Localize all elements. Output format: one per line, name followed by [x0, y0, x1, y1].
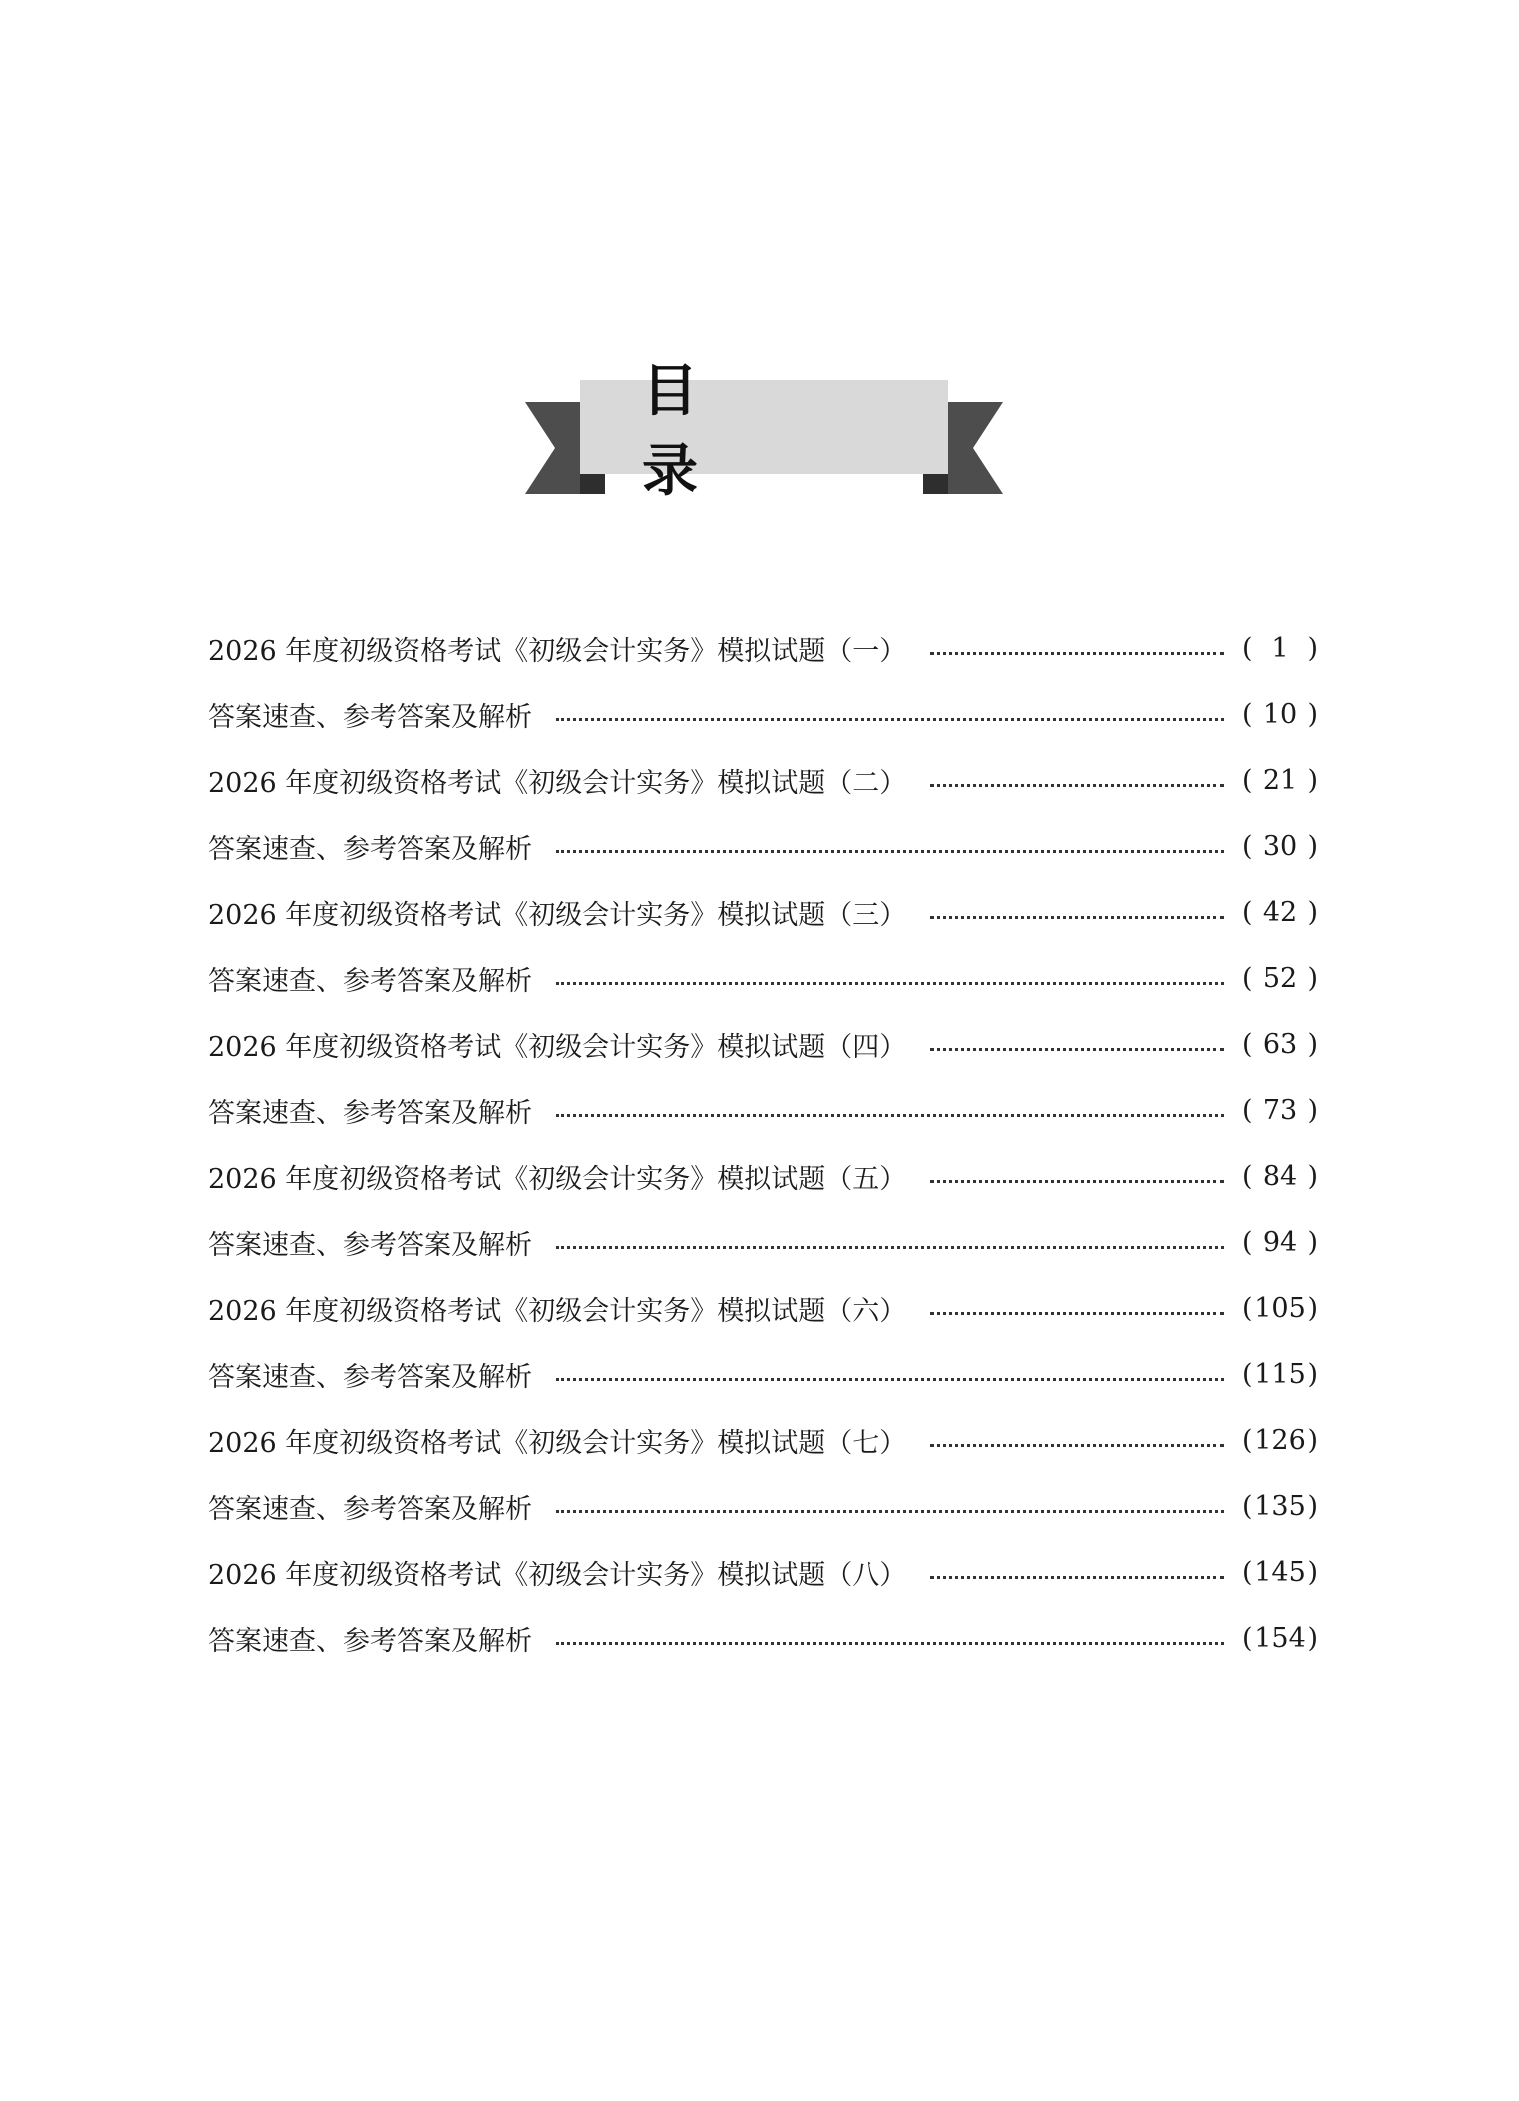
dot-leader — [556, 1378, 1224, 1381]
toc-entry[interactable] — [208, 1407, 1318, 1473]
toc-entry[interactable] — [208, 1011, 1318, 1077]
toc-entry[interactable] — [208, 945, 1318, 1011]
page-open-paren: ( — [1242, 1292, 1253, 1324]
toc-entry-title: 答案速查、参考答案及解析 — [208, 965, 532, 997]
toc-entry[interactable] — [208, 1077, 1318, 1143]
page-number: 30 — [1262, 830, 1298, 862]
toc-entry[interactable] — [208, 1209, 1318, 1275]
toc-entry[interactable] — [208, 615, 1318, 681]
page-close-paren: ) — [1307, 1028, 1318, 1060]
page-number: 84 — [1262, 1160, 1298, 1192]
page-close-paren: ) — [1307, 1490, 1318, 1522]
page-close-paren: ) — [1307, 698, 1318, 730]
toc-entry-page — [1242, 1161, 1318, 1192]
page-close-paren: ) — [1307, 1622, 1318, 1654]
toc-entry-title: 答案速查、参考答案及解析 — [208, 1493, 532, 1525]
page-number: 63 — [1262, 1028, 1298, 1060]
toc-entry-page — [1242, 831, 1318, 862]
toc-entry-title: 2026 年度初级资格考试《初级会计实务》模拟试题（四） — [208, 1031, 907, 1063]
page-open-paren: ( — [1242, 1556, 1253, 1588]
dot-leader — [930, 1180, 1224, 1183]
toc-entry-page — [1242, 1227, 1318, 1258]
page-close-paren: ) — [1307, 830, 1318, 862]
toc-entry-page — [1242, 1425, 1318, 1456]
page-open-paren: ( — [1242, 698, 1253, 730]
page-close-paren: ) — [1307, 896, 1318, 928]
page-number: 135 — [1254, 1490, 1306, 1522]
page-number: 145 — [1254, 1556, 1306, 1588]
page-close-paren: ) — [1307, 632, 1318, 664]
toc-entry-page — [1242, 1623, 1318, 1654]
page-close-paren: ) — [1307, 1160, 1318, 1192]
dot-leader — [930, 652, 1224, 655]
dot-leader — [930, 1444, 1224, 1447]
toc-entry-title: 答案速查、参考答案及解析 — [208, 833, 532, 865]
page-open-paren: ( — [1242, 1490, 1253, 1522]
toc-entry-page — [1242, 633, 1318, 664]
page-number: 94 — [1262, 1226, 1298, 1258]
page-open-paren: ( — [1242, 962, 1253, 994]
left-ribbon-tail — [525, 402, 585, 494]
toc-entry-page — [1242, 897, 1318, 928]
page-open-paren: ( — [1242, 1622, 1253, 1654]
toc-entry[interactable] — [208, 1539, 1318, 1605]
page-open-paren: ( — [1242, 1358, 1253, 1390]
page-open-paren: ( — [1242, 1094, 1253, 1126]
toc-entry[interactable] — [208, 813, 1318, 879]
page-number: 21 — [1262, 764, 1298, 796]
page-number: 73 — [1262, 1094, 1298, 1126]
toc-entry-title: 2026 年度初级资格考试《初级会计实务》模拟试题（五） — [208, 1163, 907, 1195]
toc-entry-page — [1242, 1293, 1318, 1324]
page-open-paren: ( — [1242, 1424, 1253, 1456]
page-number: 115 — [1254, 1358, 1306, 1390]
right-ribbon-tail — [943, 402, 1003, 494]
page-close-paren: ) — [1307, 962, 1318, 994]
page-close-paren: ) — [1307, 1226, 1318, 1258]
left-fold — [580, 474, 605, 494]
dot-leader — [930, 1576, 1224, 1579]
toc-entry[interactable] — [208, 1473, 1318, 1539]
page-open-paren: ( — [1242, 1028, 1253, 1060]
dot-leader — [556, 982, 1224, 985]
page-number: 1 — [1271, 632, 1289, 664]
page-number: 105 — [1254, 1292, 1306, 1324]
toc-entry-title: 2026 年度初级资格考试《初级会计实务》模拟试题（二） — [208, 767, 907, 799]
page-number: 154 — [1254, 1622, 1306, 1654]
page-number: 52 — [1262, 962, 1298, 994]
toc-entry-title: 2026 年度初级资格考试《初级会计实务》模拟试题（六） — [208, 1295, 907, 1327]
toc-entry-title: 答案速查、参考答案及解析 — [208, 1097, 532, 1129]
page-close-paren: ) — [1307, 1292, 1318, 1324]
page-title: 目 录 — [642, 358, 760, 504]
page-open-paren: ( — [1242, 830, 1253, 862]
dot-leader — [556, 850, 1224, 853]
dot-leader — [556, 718, 1224, 721]
dot-leader — [930, 784, 1224, 787]
page-open-paren: ( — [1242, 896, 1253, 928]
toc-entry[interactable] — [208, 879, 1318, 945]
toc-entry-page — [1242, 1491, 1318, 1522]
table-of-contents — [208, 615, 1318, 1671]
toc-entry-title: 答案速查、参考答案及解析 — [208, 1625, 532, 1657]
page-open-paren: ( — [1242, 1160, 1253, 1192]
dot-leader — [556, 1114, 1224, 1117]
toc-entry-page — [1242, 1095, 1318, 1126]
toc-entry[interactable] — [208, 1605, 1318, 1671]
title-banner — [525, 358, 1003, 504]
toc-entry-title: 2026 年度初级资格考试《初级会计实务》模拟试题（一） — [208, 635, 907, 667]
toc-entry-title: 答案速查、参考答案及解析 — [208, 1229, 532, 1261]
page-open-paren: ( — [1242, 764, 1253, 796]
toc-entry-page — [1242, 963, 1318, 994]
toc-entry[interactable] — [208, 1341, 1318, 1407]
dot-leader — [930, 1048, 1224, 1051]
page-open-paren: ( — [1242, 1226, 1253, 1258]
toc-entry-title: 2026 年度初级资格考试《初级会计实务》模拟试题（七） — [208, 1427, 907, 1459]
page-number: 42 — [1262, 896, 1298, 928]
dot-leader — [556, 1642, 1224, 1645]
toc-entry-page — [1242, 1029, 1318, 1060]
page-open-paren: ( — [1242, 632, 1253, 664]
page-number: 10 — [1262, 698, 1298, 730]
toc-entry-page — [1242, 1359, 1318, 1390]
dot-leader — [930, 916, 1224, 919]
toc-entry-page — [1242, 765, 1318, 796]
page-close-paren: ) — [1307, 764, 1318, 796]
toc-entry-page — [1242, 699, 1318, 730]
toc-entry-title: 2026 年度初级资格考试《初级会计实务》模拟试题（三） — [208, 899, 907, 931]
toc-entry-title: 答案速查、参考答案及解析 — [208, 701, 532, 733]
toc-entry[interactable] — [208, 1143, 1318, 1209]
dot-leader — [556, 1510, 1224, 1513]
dot-leader — [930, 1312, 1224, 1315]
page-close-paren: ) — [1307, 1358, 1318, 1390]
page-number: 126 — [1254, 1424, 1306, 1456]
page-close-paren: ) — [1307, 1094, 1318, 1126]
toc-entry[interactable] — [208, 747, 1318, 813]
page-close-paren: ) — [1307, 1424, 1318, 1456]
toc-entry-title: 答案速查、参考答案及解析 — [208, 1361, 532, 1393]
toc-entry[interactable] — [208, 681, 1318, 747]
toc-entry-title: 2026 年度初级资格考试《初级会计实务》模拟试题（八） — [208, 1559, 907, 1591]
toc-entry[interactable] — [208, 1275, 1318, 1341]
page-close-paren: ) — [1307, 1556, 1318, 1588]
toc-entry-page — [1242, 1557, 1318, 1588]
dot-leader — [556, 1246, 1224, 1249]
